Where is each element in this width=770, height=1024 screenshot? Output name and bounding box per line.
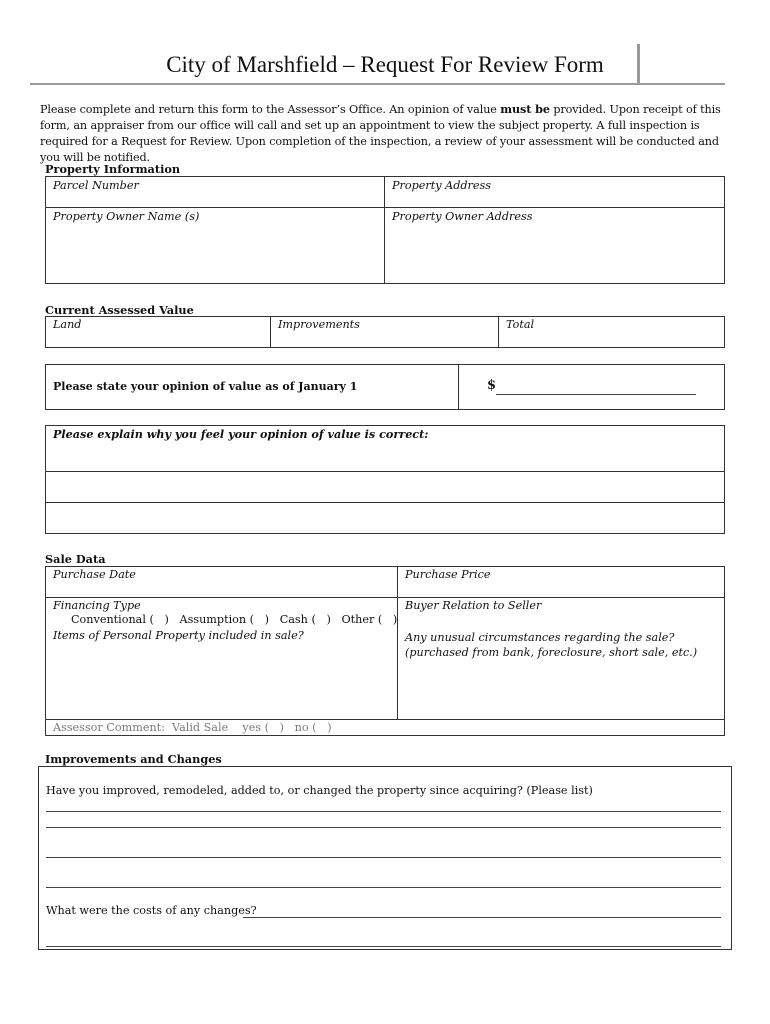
improvements-heading: Improvements and Changes <box>45 752 222 766</box>
property-info-divider <box>384 176 385 284</box>
property-address-field[interactable]: Property Address <box>392 179 491 192</box>
improvements-line-3[interactable] <box>46 857 721 858</box>
improvements-line-4[interactable] <box>46 887 721 888</box>
sale-data-divider <box>397 566 398 720</box>
title-side-bar <box>637 44 640 84</box>
intro-text-end: provided. Upon receipt of this form, an appraiser from our office will call and set up an appointment to view the subject property. A full inspection is required for a Request for Review. Upon completion of the inspection, a review of your assessment will be conducted and you will be notified. <box>40 103 721 164</box>
costs-line-2[interactable] <box>46 946 721 947</box>
buyer-relation-field[interactable]: Buyer Relation to Seller <box>405 599 542 612</box>
financing-options[interactable]: Conventional ( ) Assumption ( ) Cash ( ) Other ( ) <box>71 613 398 626</box>
page-title: City of Marshfield – Request For Review Form <box>166 52 604 77</box>
improvements-question: Have you improved, remodeled, added to, or changed the property since acquiring? (Please list) <box>46 784 593 797</box>
explain-input-line-3[interactable] <box>47 504 723 532</box>
purchase-date-field[interactable]: Purchase Date <box>53 568 136 581</box>
financing-type-label: Financing Type <box>53 599 141 612</box>
dollar-sign: $ <box>487 378 497 393</box>
explain-input-line-1[interactable] <box>47 442 723 470</box>
assessed-divider-2 <box>498 316 499 348</box>
costs-question: What were the costs of any changes? <box>46 904 257 917</box>
assessed-value-table <box>45 316 725 348</box>
land-field[interactable]: Land <box>53 318 82 331</box>
assessor-comment: Assessor Comment: Valid Sale yes ( ) no ( ) <box>53 721 332 734</box>
opinion-divider <box>458 364 459 410</box>
total-field[interactable]: Total <box>506 318 535 331</box>
owner-address-field[interactable]: Property Owner Address <box>392 210 533 223</box>
explain-label: Please explain why you feel your opinion of value is correct: <box>53 427 429 441</box>
improvements-line-1[interactable] <box>46 811 721 812</box>
title-divider <box>30 83 725 85</box>
parcel-number-field[interactable]: Parcel Number <box>53 179 139 192</box>
property-info-table <box>45 176 725 284</box>
property-info-row-divider <box>45 207 725 208</box>
explain-input-line-2[interactable] <box>47 473 723 501</box>
improvements-field[interactable]: Improvements <box>278 318 360 331</box>
purchase-price-field[interactable]: Purchase Price <box>405 568 491 581</box>
explain-row-divider-2 <box>45 502 725 503</box>
owner-name-field[interactable]: Property Owner Name (s) <box>53 210 200 223</box>
sale-data-heading: Sale Data <box>45 552 106 566</box>
costs-input-line[interactable] <box>243 917 721 918</box>
assessed-divider-1 <box>270 316 271 348</box>
intro-paragraph <box>40 101 735 166</box>
improvements-line-2[interactable] <box>46 827 721 828</box>
unusual-circumstances-field[interactable]: Any unusual circumstances regarding the sale? (purchased from bank, foreclosure, short sale, etc.) <box>405 631 698 659</box>
property-info-heading: Property Information <box>45 162 181 176</box>
explain-row-divider-1 <box>45 471 725 472</box>
assessed-value-heading: Current Assessed Value <box>45 303 194 317</box>
intro-emphasis: must be <box>500 102 550 116</box>
intro-text-start: Please complete and return this form to the Assessor’s Office. An opinion of value <box>40 103 501 116</box>
personal-property-field[interactable]: Items of Personal Property included in sale? <box>53 629 304 642</box>
opinion-label: Please state your opinion of value as of January 1 <box>53 380 358 393</box>
opinion-value-input[interactable] <box>496 394 696 395</box>
sale-data-row-divider-1 <box>45 597 725 598</box>
sale-data-row-divider-2 <box>45 719 725 720</box>
